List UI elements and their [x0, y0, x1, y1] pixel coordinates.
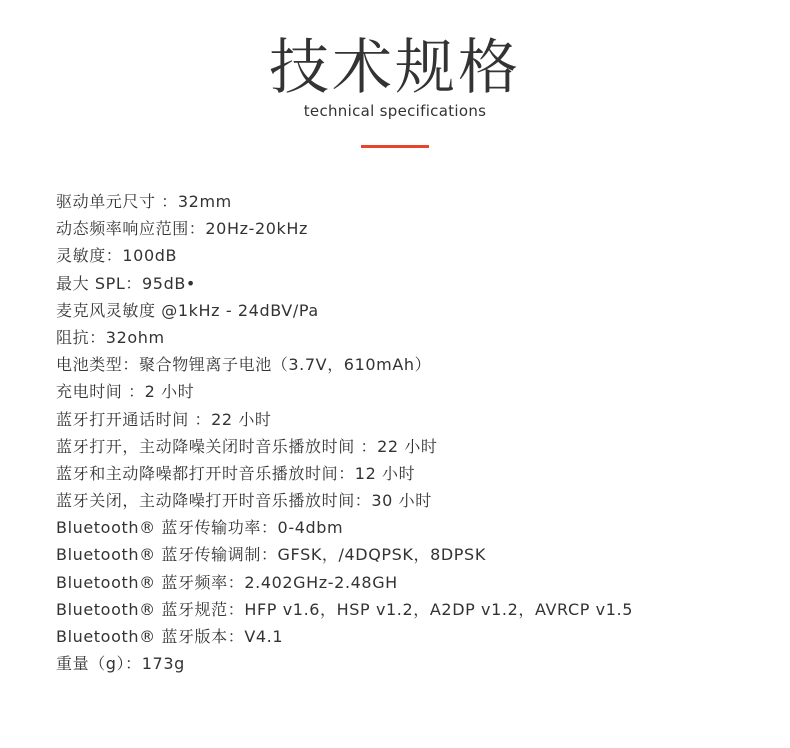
spec-row-playtime-bt-off: 蓝牙关闭，主动降噪打开时音乐播放时间：30 小时	[56, 491, 432, 511]
page-subtitle: technical specifications	[303, 102, 487, 120]
spec-row-bt-profiles: Bluetooth® 蓝牙规范：HFP v1.6，HSP v1.2，A2DP v1.2，AVRCP v1.5	[56, 599, 633, 619]
title-accent-divider	[361, 145, 429, 148]
spec-row-bt-frequency: Bluetooth® 蓝牙频率：2.402GHz-2.48GH	[56, 572, 398, 592]
spec-row-playtime-bt-anc-on: 蓝牙和主动降噪都打开时音乐播放时间：12 小时	[56, 463, 416, 483]
spec-row-driver-size: 驱动单元尺寸 ：32mm	[56, 192, 232, 211]
page-title: 技术规格	[269, 33, 521, 103]
spec-list	[56, 188, 776, 677]
spec-row-bt-modulation: Bluetooth® 蓝牙传输调制：GFSK，/4DQPSK，8DPSK	[56, 545, 486, 565]
spec-row-bt-version: Bluetooth® 蓝牙版本：V4.1	[56, 627, 284, 646]
spec-row-impedance: 阻抗：32ohm	[56, 327, 165, 347]
spec-row-frequency-response: 动态频率响应范围：20Hz-20kHz	[56, 219, 309, 239]
spec-row-talk-time: 蓝牙打开通话时间 ：22 小时	[56, 409, 272, 429]
spec-row-bt-power: Bluetooth® 蓝牙传输功率：0-4dbm	[56, 518, 344, 538]
spec-row-battery-type: 电池类型：聚合物锂离子电池（3.7V，610mAh）	[56, 355, 432, 375]
spec-row-charge-time: 充电时间 ：2 小时	[56, 382, 195, 402]
spec-row-playtime-anc-off: 蓝牙打开，主动降噪关闭时音乐播放时间 ：22 小时	[56, 436, 438, 456]
spec-row-sensitivity: 灵敏度：100dB	[56, 246, 178, 266]
spec-row-max-spl: 最大 SPL：95dB•	[56, 273, 196, 293]
spec-row-weight: 重量（g）：173g	[56, 654, 185, 674]
spec-row-mic-sensitivity: 麦克风灵敏度 @1kHz - 24dBV/Pa	[56, 300, 319, 320]
